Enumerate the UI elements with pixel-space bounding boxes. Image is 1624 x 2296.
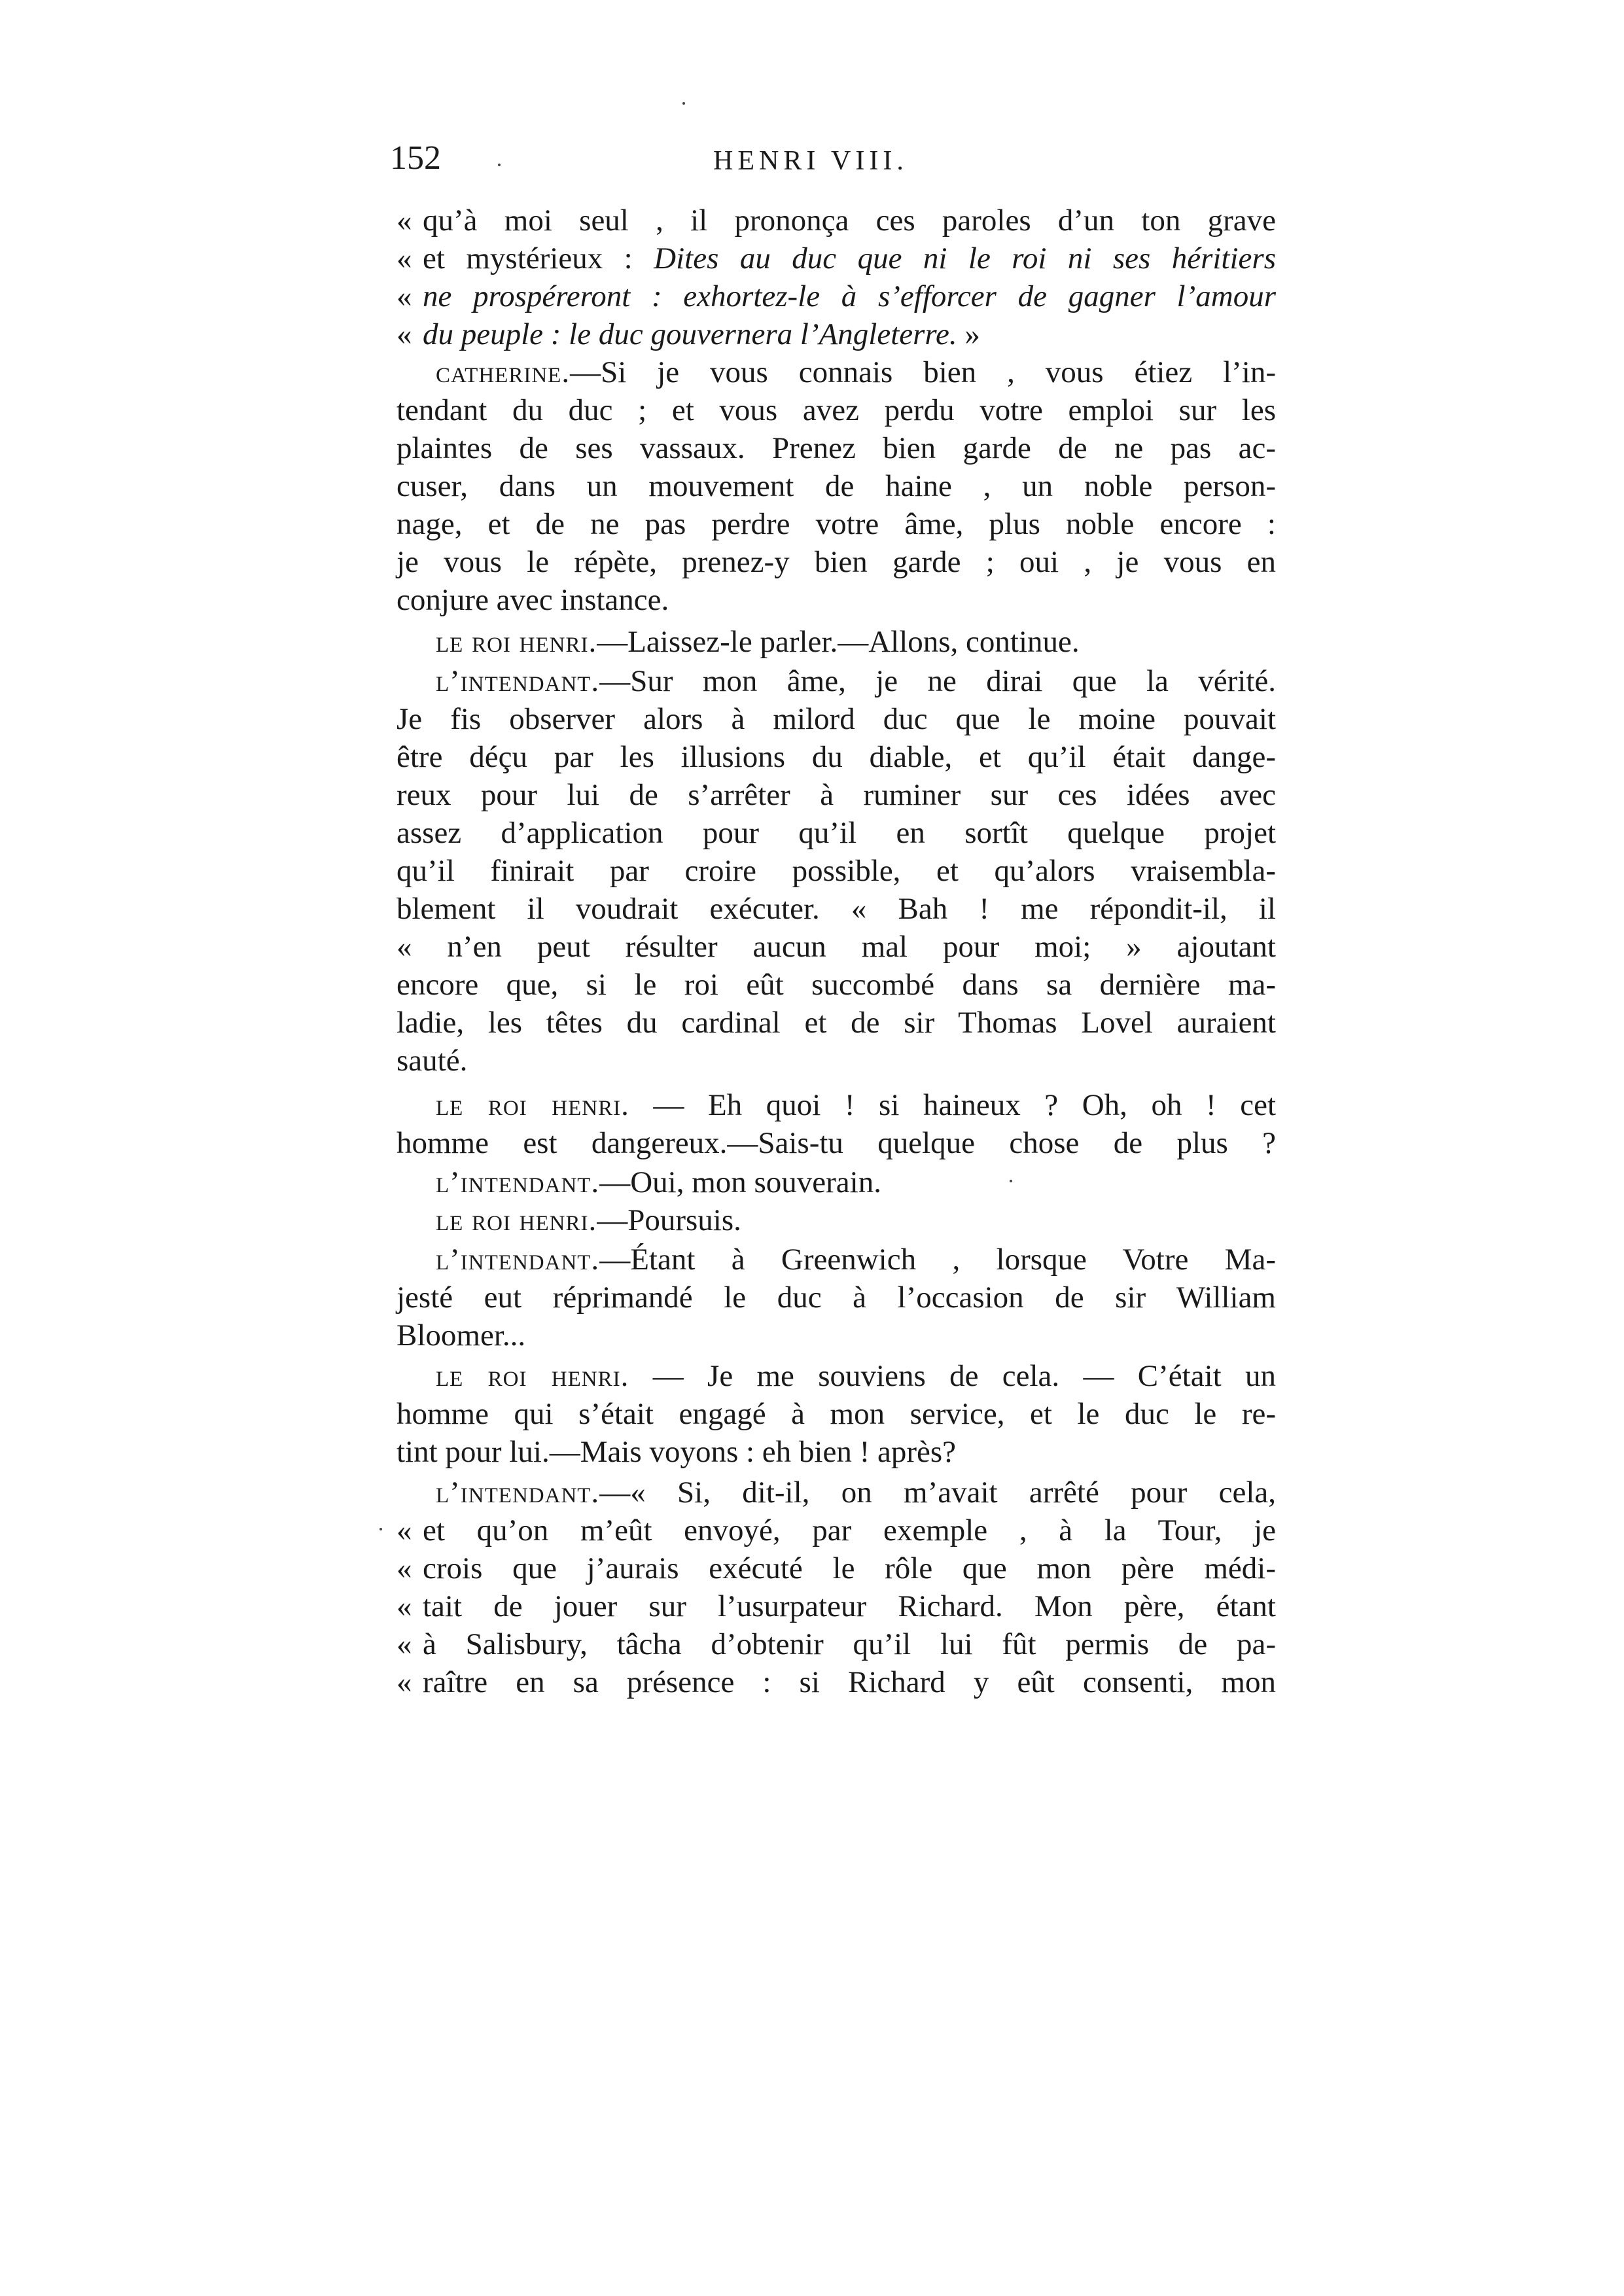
text-line: plaintes de ses vassaux. Prenez bien garde de ne pas ac- [397,431,1276,465]
speaker-name: catherine. [436,355,571,389]
print-speck [682,102,685,105]
text-line [436,623,1276,661]
quote-mark: « [397,279,412,313]
text-line: « n’en peut résulter aucun mal pour moi; » ajoutant [397,930,1276,964]
text-line [397,1549,1276,1587]
text-line [397,1663,1276,1701]
text-line: cuser, dans un mouvement de haine , un noble person- [397,469,1276,503]
speaker-name: l’intendant. [436,664,600,698]
text-line: Bloomer... [397,1318,526,1352]
text-line: nage, et de ne pas perdre votre âme, plus noble encore : [397,507,1276,541]
line-text: — Eh quoi ! si haineux ? Oh, oh ! cet [629,1088,1277,1122]
speaker-name: l’intendant. [436,1243,600,1277]
line-text: —Si je vous connais bien , vous étiez l’in- [570,355,1276,389]
line-text: —Oui, mon souverain. [599,1165,881,1199]
speaker-name: l’intendant. [436,1165,600,1199]
text-line [397,202,1276,239]
line-text: crois que j’aurais exécuté le rôle que mon père médi- [423,1551,1276,1585]
speaker-name: le roi henri. [436,1203,597,1237]
line-text: et mystérieux : [423,241,654,275]
line-text: —Poursuis. [597,1203,741,1237]
text-line: homme qui s’était engagé à mon service, et le duc le re- [397,1397,1276,1431]
text-line [397,1587,1276,1625]
speaker-name: le roi henri. [436,625,597,659]
line-text: qu’à moi seul , il prononça ces paroles d’un ton grave [423,203,1276,238]
text-line [436,353,1276,391]
line-text: tait de jouer sur l’usurpateur Richard. Mon père, étant [423,1589,1276,1623]
text-line [436,1241,1276,1279]
text-line [436,1357,1276,1395]
text-line: qu’il finirait par croire possible, et qu’alors vraisembla- [397,854,1276,888]
text-line: sauté. [397,1044,468,1078]
text-line [397,315,1276,353]
text-line: je vous le répète, prenez-y bien garde ; oui , je vous en [397,545,1276,579]
line-text: — Je me souviens de cela. — C’était un [629,1359,1277,1393]
text-line [436,1163,1276,1201]
text-line [397,1511,1276,1549]
text-line: tendant du duc ; et vous avez perdu votre emploi sur les [397,393,1276,427]
text-line: être déçu par les illusions du diable, et qu’il était dange- [397,740,1276,774]
text-line: tint pour lui.—Mais voyons : eh bien ! après? [397,1435,956,1469]
text-line [436,662,1276,700]
quote-mark: » [964,317,980,351]
line-text: à Salisbury, tâcha d’obtenir qu’il lui fût permis de pa- [423,1627,1276,1661]
line-text: raître en sa présence : si Richard y eût consenti, mon [423,1665,1276,1699]
text-line [436,1474,1276,1511]
text-line: assez d’application pour qu’il en sortît quelque projet [397,816,1276,850]
page-number: 152 [390,139,441,177]
text-line: Je fis observer alors à milord duc que le moine pouvait [397,702,1276,736]
line-text-italic: ne prospéreront : exhortez-le à s’efforcer de gagner l’amour [423,279,1276,313]
quote-mark: « [397,241,412,275]
line-text: et qu’on m’eût envoyé, par exemple , à la Tour, je [423,1513,1276,1547]
text-line: blement il voudrait exécuter. « Bah ! me répondit-il, il [397,892,1276,926]
quote-mark: « [397,317,412,351]
text-line: conjure avec instance. [397,583,669,617]
running-title: HENRI VIII. [713,146,908,176]
print-speck [380,1528,382,1530]
quote-mark: « [397,1627,412,1661]
text-line: homme est dangereux.—Sais-tu quelque chose de plus ? [397,1126,1276,1160]
text-line: encore que, si le roi eût succombé dans sa dernière ma- [397,968,1276,1002]
line-text: —Sur mon âme, je ne dirai que la vérité. [599,664,1276,698]
line-text: —Étant à Greenwich , lorsque Votre Ma- [599,1243,1276,1277]
line-text: —Laissez-le parler.—Allons, continue. [597,625,1080,659]
text-line [397,239,1276,277]
text-line: jesté eut réprimandé le duc à l’occasion de sir William [397,1280,1276,1315]
line-text-italic: Dites au duc que ni le roi ni ses héritiers [654,241,1276,275]
line-text-italic: du peuple : le duc gouvernera l’Angleterre. [423,317,957,351]
text-line: reux pour lui de s’arrêter à ruminer sur ces idées avec [397,778,1276,812]
text-line [436,1201,1276,1239]
text-line: ladie, les têtes du cardinal et de sir Thomas Lovel auraient [397,1006,1276,1040]
quote-mark: « [397,1589,412,1623]
quote-mark: « [397,1513,412,1547]
text-line [397,1625,1276,1663]
quote-mark: « [397,203,412,238]
print-speck [498,164,501,166]
quote-mark: « [397,1551,412,1585]
speaker-name: le roi henri. [436,1359,629,1393]
line-text: —« Si, dit-il, on m’avait arrêté pour cela, [599,1475,1276,1510]
speaker-name: le roi henri. [436,1088,629,1122]
text-line [436,1086,1276,1124]
print-speck [1010,1180,1012,1182]
quote-mark: « [397,1665,412,1699]
text-line [397,277,1276,315]
speaker-name: l’intendant. [436,1475,600,1510]
